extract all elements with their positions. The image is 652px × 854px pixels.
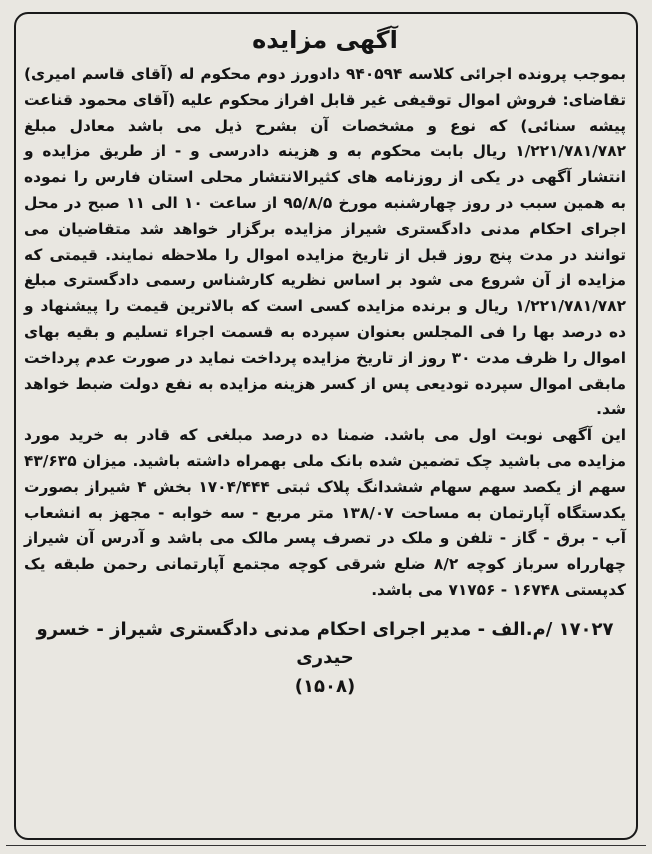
notice-body: [24, 62, 626, 604]
auction-notice: [24, 24, 626, 832]
notice-paragraph-2: این آگهی نوبت اول می باشد. ضمنا ده درصد مبلغی که قادر به خرید مورد مزایده می باشید چک تضمین شده بانک ملی بهمراه داشته باشید. میزان ۴۳/۶۳۵ سهم از یکصد سهم سهام ششدانگ پلاک ثبتی ۱۷۰۴/۴۴۴ بخش ۴ شیراز بصورت یکدستگاه آپارتمان به مساحت ۱۳۸/۰۷ متر مربع - سه خوابه - مجهز به انشعاب آب - برق - گاز - تلفن و ملک در تصرف پسر مالک می باشد و آدرس آن شیراز چهارراه سرباز کوچه ۸/۲ ضلع شرقی کوچه مجتمع آپارتمانی رحمن طبقه یک کدپستی ۱۶۷۴۸ - ۷۱۷۵۶ می باشد.: [24, 426, 627, 599]
notice-paragraph-1: بموجب پرونده اجرائی کلاسه ۹۴۰۵۹۴ دادورز دوم محکوم له (آقای قاسم امیری) تقاضای: فروش اموال توقیفی غیر قابل افراز محکوم علیه (آقای محمود قناعت پیشه سنائی) که نوع و مشخصات آن بشرح ذیل می باشد معادل مبلغ ۱/۲۲۱/۷۸۱/۷۸۲ ریال بابت محکوم به و هزینه دادرسی و - از طریق مزایده و انتشار آگهی در یکی از روزنامه های کثیرالانتشار محلی استان فارس را نموده به همین سبب در روز چهارشنبه مورخ ۹۵/۸/۵ از ساعت ۱۰ الی ۱۱ صبح در محل اجرای احکام مدنی دادگستری شیراز مزایده برگزار خواهد شد متقاضیان می توانند در مدت پنج روز قبل از تاریخ مزایده اموال را ملاحظه نمایند. قیمتی که مزایده از آن شروع می شود بر اساس نظریه کارشناس رسمی دادگستری مبلغ ۱/۲۲۱/۷۸۱/۷۸۲ ریال و برنده مزایده کسی است که بالاترین قیمت را پیشنهاد و ده درصد بها را فی المجلس بعنوان سپرده به قسمت اجراء تسلیم و بقیه بهای اموال را ظرف مدت ۳۰ روز از تاریخ مزایده پرداخت نماید در صورت عدم پرداخت مابقی اموال سپرده تودیعی پس از کسر هزینه مزایده به نفع دولت ضبط خواهد شد.: [24, 65, 627, 419]
notice-signature: ۱۷۰۲۷ /م.الف - مدیر اجرای احکام مدنی دادگستری شیراز - خسرو حیدری: [36, 618, 614, 668]
next-notice-edge: [6, 845, 646, 854]
notice-code: (۱۵۰۸): [294, 675, 356, 697]
notice-title: آگهی مزایده: [252, 26, 398, 54]
